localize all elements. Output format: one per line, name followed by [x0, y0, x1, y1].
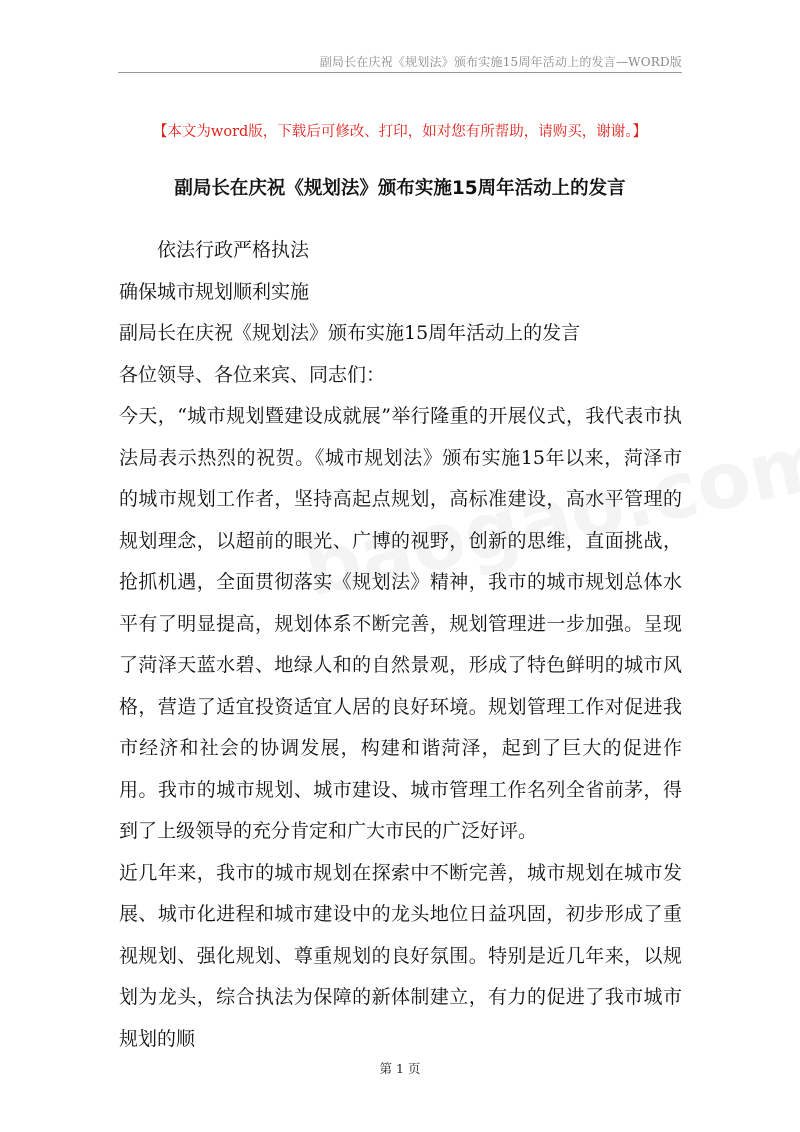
- document-body: [119, 230, 682, 1060]
- paragraph-heading-line-1: 依法行政严格执法: [157, 239, 310, 261]
- paragraph-heading-line-2: 确保城市规划顺利实施: [119, 280, 310, 303]
- page-number: 第 1 页: [379, 1061, 421, 1076]
- running-header: 副局长在庆祝《规划法》颁布实施15周年活动上的发言—WORD版: [319, 55, 682, 69]
- paragraph-salutation: 各位领导、各位来宾、同志们：: [119, 363, 386, 386]
- document-title: 副局长在庆祝《规划法》颁布实施15周年活动上的发言: [174, 178, 626, 199]
- paragraph-body-1: 今天，“城市规划暨建设成就展”举行隆重的开展仪式，我代表市执法局表示热烈的祝贺。《城市规划法》颁布实施15年以来，菏泽市的城市规划工作者，坚持高起点规划，高标准建设，高水平管理的规划理念，以超前的眼光、广博的视野，创新的思维，直面挑战，抢抓机遇，全面贯彻落实《规划法》精神，我市的城市规划总体水平有了明显提高，规划体系不断完善，规划管理进一步加强。呈现了菏泽天蓝水碧、地绿人和的自然景观，形成了特色鲜明的城市风格，营造了适宜投资适宜人居的良好环境。规划管理工作对促进我市经济和社会的协调发展，构建和谐菏泽，起到了巨大的促进作用。我市的城市规划、城市建设、城市管理工作名列全省前茅，得到了上级领导的充分肯定和广大市民的广泛好评。: [119, 405, 682, 842]
- header-divider: [118, 72, 682, 73]
- paragraph-body-2: 近几年来，我市的城市规划在探索中不断完善，城市规划在城市发展、城市化进程和城市建设中的龙头地位日益巩固，初步形成了重视规划、强化规划、尊重规划的良好氛围。特别是近几年来，以规划为龙头，综合执法为保障的新体制建立，有力的促进了我市城市规划的顺: [119, 861, 682, 1050]
- paragraph-subtitle: 副局长在庆祝《规划法》颁布实施15周年活动上的发言: [119, 322, 581, 344]
- purchase-notice: 【本文为word版，下载后可修改、打印，如对您有所帮助，请购买，谢谢。】: [152, 124, 648, 140]
